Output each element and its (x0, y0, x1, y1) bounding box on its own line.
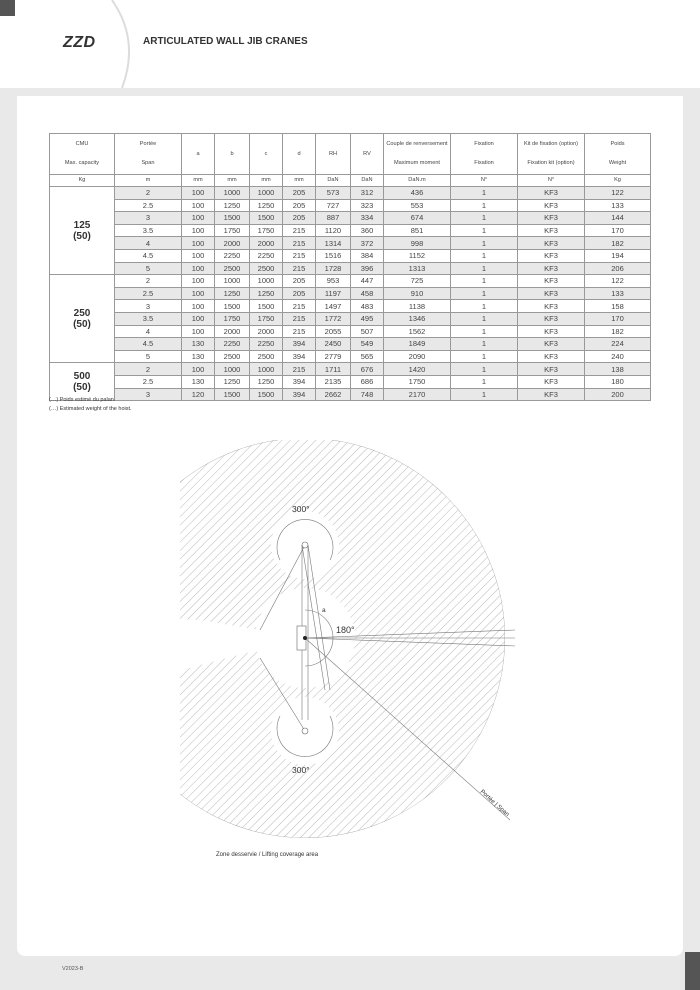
table-body (50, 187, 651, 401)
table-row (50, 287, 651, 300)
table-cell: 851 (384, 224, 451, 237)
table-cell: 2 (115, 363, 182, 376)
table-row (50, 338, 651, 351)
table-cell: 674 (384, 212, 451, 225)
table-cell: 1000 (250, 187, 283, 200)
table-cell: 2450 (316, 338, 351, 351)
table-cell: 565 (351, 350, 384, 363)
table-cell: 1 (451, 300, 518, 313)
table-row (50, 363, 651, 376)
unit-cell: mm (215, 175, 250, 187)
table-cell: KF3 (518, 249, 585, 262)
corner-tab-top (0, 0, 15, 16)
table-row (50, 350, 651, 363)
table-cell: 194 (585, 249, 651, 262)
table-cell: 1 (451, 375, 518, 388)
table-cell: 887 (316, 212, 351, 225)
table-cell: KF3 (518, 287, 585, 300)
table-cell: 1000 (215, 363, 250, 376)
table-cell: 1500 (250, 212, 283, 225)
table-cell: 1 (451, 212, 518, 225)
table-cell: 1138 (384, 300, 451, 313)
cmu-cell (50, 363, 115, 401)
angle-label-bottom: 300° (292, 765, 310, 775)
table-cell: 100 (182, 237, 215, 250)
table-row (50, 262, 651, 275)
table-row (50, 187, 651, 200)
table-cell: 2500 (215, 350, 250, 363)
table-cell: 1 (451, 262, 518, 275)
table-cell: 205 (283, 187, 316, 200)
table-cell: 1 (451, 224, 518, 237)
table-cell: 205 (283, 275, 316, 288)
table-cell: 4.5 (115, 338, 182, 351)
table-cell: 1750 (384, 375, 451, 388)
cmu-value: 125 (73, 219, 91, 231)
table-row (50, 237, 651, 250)
table-cell: 130 (182, 350, 215, 363)
table-cell: 3.5 (115, 224, 182, 237)
table-cell: 215 (283, 237, 316, 250)
table-cell: 507 (351, 325, 384, 338)
table-cell: 122 (585, 275, 651, 288)
table-cell: 2135 (316, 375, 351, 388)
table-cell: KF3 (518, 187, 585, 200)
unit-cell: mm (182, 175, 215, 187)
cmu-cell (50, 275, 115, 363)
table-cell: 100 (182, 312, 215, 325)
table-cell: 1 (451, 338, 518, 351)
table-cell: 1197 (316, 287, 351, 300)
specification-table (49, 133, 651, 401)
coverage-diagram (180, 440, 520, 840)
table-cell: 215 (283, 300, 316, 313)
note-en: (…) Estimated weight of the hoist. (49, 406, 132, 412)
table-cell: 133 (585, 199, 651, 212)
table-cell: 180 (585, 375, 651, 388)
table-cell: 4 (115, 325, 182, 338)
table-cell: 1516 (316, 249, 351, 262)
table-cell: KF3 (518, 388, 585, 401)
table-cell: 4 (115, 237, 182, 250)
table-cell: 1772 (316, 312, 351, 325)
table-cell: 5 (115, 350, 182, 363)
table-cell: 100 (182, 199, 215, 212)
table-cell: 1750 (215, 224, 250, 237)
table-cell: 1120 (316, 224, 351, 237)
table-cell: 1152 (384, 249, 451, 262)
table-cell: 1 (451, 275, 518, 288)
table-cell: 2250 (215, 338, 250, 351)
joint-top (302, 542, 308, 548)
table-cell: 1 (451, 388, 518, 401)
table-cell: KF3 (518, 262, 585, 275)
page-title: ARTICULATED WALL JIB CRANES (143, 36, 308, 47)
table-cell: 2500 (250, 262, 283, 275)
table-cell: 224 (585, 338, 651, 351)
table-cell: 1 (451, 287, 518, 300)
table-cell: 2662 (316, 388, 351, 401)
hoist-weight: (50) (73, 318, 91, 330)
table-cell: 2000 (215, 325, 250, 338)
table-row (50, 300, 651, 313)
table-cell: 436 (384, 187, 451, 200)
table-cell: 394 (283, 375, 316, 388)
dimension-label-a: a (322, 607, 326, 614)
table-row (50, 249, 651, 262)
col-cmu: CMU Max. capacity (50, 134, 115, 175)
table-cell: 215 (283, 363, 316, 376)
table-cell: 100 (182, 187, 215, 200)
table-cell: 100 (182, 275, 215, 288)
table-cell: 200 (585, 388, 651, 401)
table-row (50, 275, 651, 288)
cmu-cell (50, 187, 115, 275)
table-cell: 1497 (316, 300, 351, 313)
table-row (50, 375, 651, 388)
table-cell: 458 (351, 287, 384, 300)
table-cell: 4.5 (115, 249, 182, 262)
corner-tab-bottom (685, 952, 700, 990)
table-cell: 495 (351, 312, 384, 325)
table-cell: 1250 (215, 375, 250, 388)
table-cell: KF3 (518, 350, 585, 363)
table-cell: 725 (384, 275, 451, 288)
table-cell: 2000 (250, 237, 283, 250)
cmu-value: 500 (73, 370, 91, 382)
table-cell: KF3 (518, 325, 585, 338)
table-row (50, 224, 651, 237)
table-cell: 1500 (250, 388, 283, 401)
table-cell: 100 (182, 249, 215, 262)
table-cell: 182 (585, 237, 651, 250)
table-cell: 396 (351, 262, 384, 275)
table-row (50, 388, 651, 401)
table-cell: 3 (115, 212, 182, 225)
table-cell: 553 (384, 199, 451, 212)
table-cell: KF3 (518, 199, 585, 212)
table-cell: 1711 (316, 363, 351, 376)
table-cell: 1000 (215, 275, 250, 288)
table-cell: 372 (351, 237, 384, 250)
table-cell: 334 (351, 212, 384, 225)
table-cell: 1250 (250, 287, 283, 300)
table-cell: 394 (283, 388, 316, 401)
table-cell: 1728 (316, 262, 351, 275)
col-rv: RV (351, 134, 384, 175)
table-cell: 5 (115, 262, 182, 275)
table-cell: KF3 (518, 363, 585, 376)
table-cell: KF3 (518, 312, 585, 325)
table-cell: 170 (585, 224, 651, 237)
table-cell: KF3 (518, 212, 585, 225)
table-cell: 748 (351, 388, 384, 401)
table-cell: 2055 (316, 325, 351, 338)
table-cell: 100 (182, 325, 215, 338)
table-cell: 120 (182, 388, 215, 401)
note-fr: (…) Poids estimé du palan. (49, 397, 116, 403)
table-cell: 215 (283, 325, 316, 338)
table-cell: 1 (451, 363, 518, 376)
table-cell: 215 (283, 249, 316, 262)
table-cell: 1420 (384, 363, 451, 376)
table-cell: 1750 (215, 312, 250, 325)
table-cell: KF3 (518, 224, 585, 237)
table-cell: 2.5 (115, 199, 182, 212)
table-row (50, 212, 651, 225)
table-cell: 240 (585, 350, 651, 363)
table-cell: 206 (585, 262, 651, 275)
table-cell: 3.5 (115, 312, 182, 325)
table-cell: 360 (351, 224, 384, 237)
col-fixation: Fixation Fixation (451, 134, 518, 175)
table-cell: 2250 (250, 338, 283, 351)
angle-label-center: 180° (336, 625, 355, 635)
table-cell: 1500 (215, 300, 250, 313)
table-cell: 2250 (215, 249, 250, 262)
version-label: V2023-B (62, 966, 84, 972)
table-cell: 205 (283, 199, 316, 212)
table-cell: 394 (283, 338, 316, 351)
table-cell: 1250 (215, 199, 250, 212)
unit-cell: DaN (351, 175, 384, 187)
col-moment: Couple de renversement Maximum moment (384, 134, 451, 175)
table-cell: 1 (451, 249, 518, 262)
table-cell: 394 (283, 350, 316, 363)
unit-cell: Kg (585, 175, 651, 187)
table-cell: 1750 (250, 224, 283, 237)
table-cell: 1250 (215, 287, 250, 300)
table-cell: 2090 (384, 350, 451, 363)
col-weight: Poids Weight (585, 134, 651, 175)
table-cell: 215 (283, 312, 316, 325)
unit-cell: DaN (316, 175, 351, 187)
unit-cell: mm (283, 175, 316, 187)
table-cell: 953 (316, 275, 351, 288)
table-cell: 182 (585, 325, 651, 338)
table-cell: 215 (283, 224, 316, 237)
table-cell: 1000 (250, 363, 283, 376)
cmu-value: 250 (73, 307, 91, 319)
table-cell: 1250 (250, 375, 283, 388)
table-cell: 1346 (384, 312, 451, 325)
table-cell: 2779 (316, 350, 351, 363)
table-cell: 2500 (215, 262, 250, 275)
unit-cell: N° (451, 175, 518, 187)
table-cell: 1500 (250, 300, 283, 313)
hoist-weight: (50) (73, 230, 91, 242)
table-cell: 130 (182, 338, 215, 351)
notes (49, 396, 132, 414)
table-cell: 2250 (250, 249, 283, 262)
table-cell: 447 (351, 275, 384, 288)
hoist-weight: (50) (73, 381, 91, 393)
table-cell: 998 (384, 237, 451, 250)
unit-cell: DaN.m (384, 175, 451, 187)
table-cell: 144 (585, 212, 651, 225)
table-cell: 1000 (250, 275, 283, 288)
table-cell: KF3 (518, 275, 585, 288)
table-cell: 1849 (384, 338, 451, 351)
table-cell: 138 (585, 363, 651, 376)
table-cell: 1750 (250, 312, 283, 325)
table-cell: 1 (451, 237, 518, 250)
table-cell: 686 (351, 375, 384, 388)
table-cell: 2000 (250, 325, 283, 338)
table-cell: 2000 (215, 237, 250, 250)
table-cell: 549 (351, 338, 384, 351)
table-cell: 1 (451, 187, 518, 200)
table-cell: 727 (316, 199, 351, 212)
diagram-caption: Zone desservie / Lifting coverage area (216, 852, 319, 858)
col-kit: Kit de fixation (option) Fixation kit (option) (518, 134, 585, 175)
table-cell: 323 (351, 199, 384, 212)
table-cell: 1500 (215, 388, 250, 401)
table-cell: 573 (316, 187, 351, 200)
table-cell: 130 (182, 375, 215, 388)
table-cell: 100 (182, 224, 215, 237)
table-cell: 2.5 (115, 375, 182, 388)
table-cell: 384 (351, 249, 384, 262)
table-cell: 2500 (250, 350, 283, 363)
col-a: a (182, 134, 215, 175)
unit-cell: N° (518, 175, 585, 187)
table-cell: KF3 (518, 237, 585, 250)
table-cell: 1 (451, 199, 518, 212)
table-cell: KF3 (518, 300, 585, 313)
table-cell: 1314 (316, 237, 351, 250)
table-cell: 100 (182, 363, 215, 376)
table-cell: 312 (351, 187, 384, 200)
table-cell: 205 (283, 287, 316, 300)
brand-logo-text: ZZD (63, 34, 96, 51)
table-cell: 1500 (215, 212, 250, 225)
table-cell: KF3 (518, 375, 585, 388)
span-label: Portée | Span (478, 789, 510, 818)
table-cell: 133 (585, 287, 651, 300)
table-cell: 1 (451, 325, 518, 338)
table-cell: 1313 (384, 262, 451, 275)
table-cell: 2170 (384, 388, 451, 401)
table-cell: 1562 (384, 325, 451, 338)
units-row (50, 175, 651, 187)
table-cell: 2.5 (115, 287, 182, 300)
table-cell: 158 (585, 300, 651, 313)
table-cell: 1250 (250, 199, 283, 212)
table-cell: 1000 (215, 187, 250, 200)
col-rh: RH (316, 134, 351, 175)
col-b: b (215, 134, 250, 175)
table-cell: 100 (182, 212, 215, 225)
table-cell: 100 (182, 262, 215, 275)
table-cell: 3 (115, 300, 182, 313)
table-cell: 2 (115, 187, 182, 200)
unit-cell: mm (250, 175, 283, 187)
table-cell: 215 (283, 262, 316, 275)
table-row (50, 325, 651, 338)
unit-cell: m (115, 175, 182, 187)
table-cell: 483 (351, 300, 384, 313)
table-cell: 122 (585, 187, 651, 200)
col-d: d (283, 134, 316, 175)
table-cell: 2 (115, 275, 182, 288)
table-cell: 1 (451, 312, 518, 325)
table-cell: 100 (182, 287, 215, 300)
table-cell: KF3 (518, 338, 585, 351)
table-cell: 100 (182, 300, 215, 313)
table-cell: 170 (585, 312, 651, 325)
table-cell: 1 (451, 350, 518, 363)
unit-cell: Kg (50, 175, 115, 187)
table-cell: 910 (384, 287, 451, 300)
joint-bottom (302, 728, 308, 734)
col-span: Portée Span (115, 134, 182, 175)
table-cell: 676 (351, 363, 384, 376)
table-row (50, 312, 651, 325)
table-row (50, 199, 651, 212)
pivot-point (303, 636, 307, 640)
table-cell: 3 (115, 388, 182, 401)
col-c: c (250, 134, 283, 175)
table-cell: 205 (283, 212, 316, 225)
angle-label-top: 300° (292, 504, 310, 514)
